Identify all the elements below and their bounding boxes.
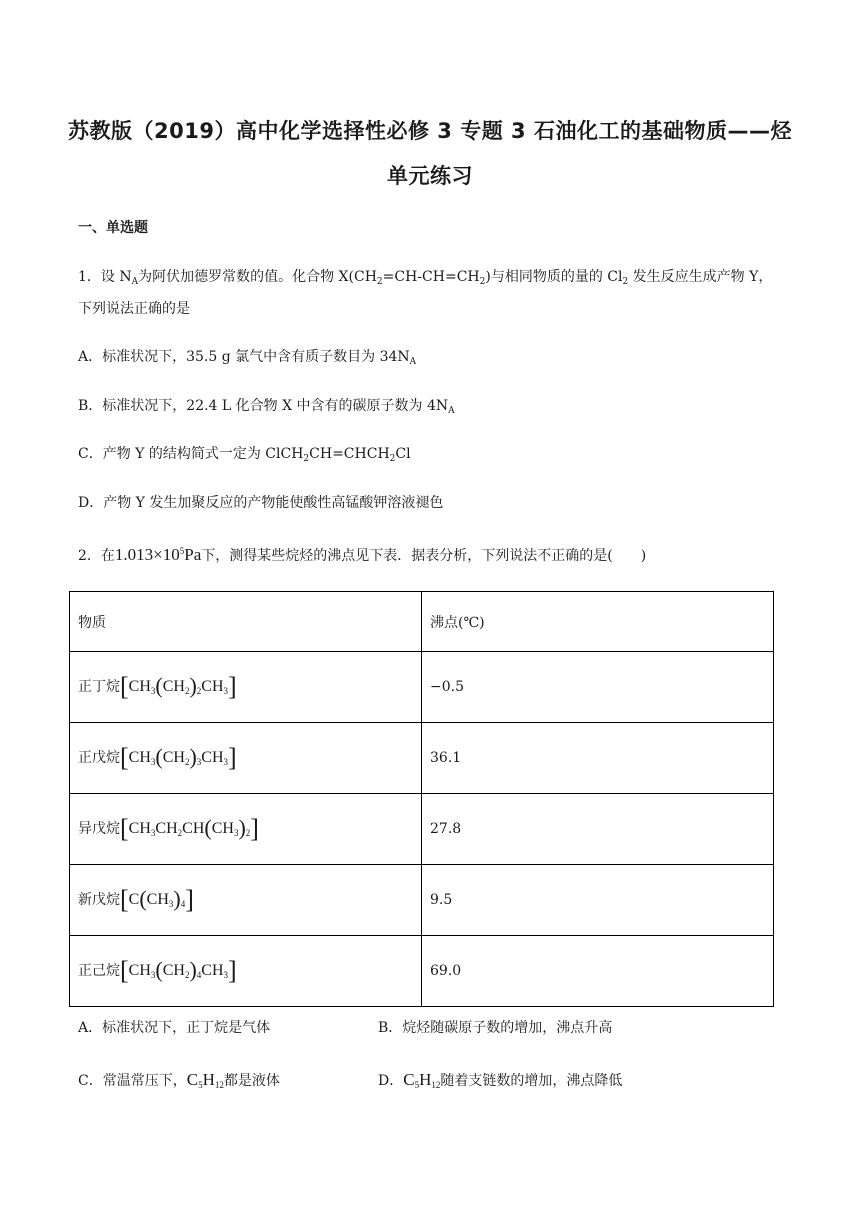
formula-isopentane: $[CH_3CH_2CH(CH_3)_2]$: [120, 814, 259, 843]
formula-c5h12: $C_5H_{12}$: [186, 1070, 224, 1090]
pressure-value: $1.013\times 10^5Pa$: [114, 545, 202, 564]
formula-n-hexane: $[CH_3(CH_2)_4CH_3]$: [120, 956, 237, 985]
question-2-option-b: B．烷烃随碳原子数的增加，沸点升高: [378, 1020, 613, 1036]
question-2-stem: 2．在$1.013\times 10^5Pa$下，测得某些烷烃的沸点见下表．据表分析，下列说法不正确的是( ): [78, 545, 647, 564]
boiling-point-table: [69, 591, 774, 1007]
boiling-point-cell: 27.8: [422, 794, 774, 865]
substance-cell: 正戊烷$[CH_3(CH_2)_3CH_3]$: [70, 723, 422, 794]
substance-cell: 正丁烷$[CH_3(CH_2)_2CH_3]$: [70, 652, 422, 723]
question-1-option-c: C．产物 Y 的结构简式一定为 $ClCH_2CH=CHCH_2Cl$: [78, 446, 411, 464]
formula-n-pentane: $[CH_3(CH_2)_3CH_3]$: [120, 743, 237, 772]
section-heading: 一、单选题: [78, 220, 148, 236]
table-row: [70, 865, 774, 936]
table-header-cell: 沸点(℃): [422, 592, 774, 652]
question-2-option-c: C．常温常压下，$C_5H_{12}$都是液体: [78, 1070, 280, 1090]
boiling-point-cell: −0.5: [422, 652, 774, 723]
question-1-stem-line2: 下列说法正确的是: [78, 301, 190, 317]
question-1-stem: 1．设 $N_A$为阿伏加德罗常数的值。化合物 $X(CH_2=CH-CH=CH_2)$与相同物质的量的 $Cl_2$ 发生反应生成产物 Y，: [78, 269, 773, 287]
question-2-option-a: A．标准状况下，正丁烷是气体: [78, 1020, 271, 1036]
document-title: 苏教版（2019）高中化学选择性必修 3 专题 3 石油化工的基础物质——烃: [68, 119, 792, 143]
table-row: [70, 723, 774, 794]
formula-neopentane: $[C(CH_3)_4]$: [120, 885, 194, 914]
question-1-option-b: B．标准状况下，22.4 L 化合物 X 中含有的碳原子数为 $4N_A$: [78, 398, 455, 416]
substance-cell: 新戊烷$[C(CH_3)_4]$: [70, 865, 422, 936]
question-1-option-a: A．标准状况下，35.5 g 氯气中含有质子数目为 $34N_A$: [78, 349, 417, 367]
boiling-point-cell: 36.1: [422, 723, 774, 794]
boiling-point-cell: 9.5: [422, 865, 774, 936]
table-row: [70, 936, 774, 1007]
question-2-option-d: D．$C_5H_{12}$随着支链数的增加，沸点降低: [378, 1070, 623, 1090]
boiling-point-cell: 69.0: [422, 936, 774, 1007]
substance-cell: 正己烷$[CH_3(CH_2)_4CH_3]$: [70, 936, 422, 1007]
table-row: [70, 652, 774, 723]
formula-n-butane: $[CH_3(CH_2)_2CH_3]$: [120, 672, 237, 701]
substance-cell: 异戊烷$[CH_3CH_2CH(CH_3)_2]$: [70, 794, 422, 865]
table-header-row: [70, 592, 774, 652]
document-title-line2: 单元练习: [387, 164, 473, 188]
question-1-option-d: D．产物 Y 发生加聚反应的产物能使酸性高锰酸钾溶液褪色: [78, 495, 444, 511]
table-row: [70, 794, 774, 865]
formula-c5h12: $C_5H_{12}$: [403, 1070, 441, 1090]
table-header-cell: 物质: [70, 592, 422, 652]
